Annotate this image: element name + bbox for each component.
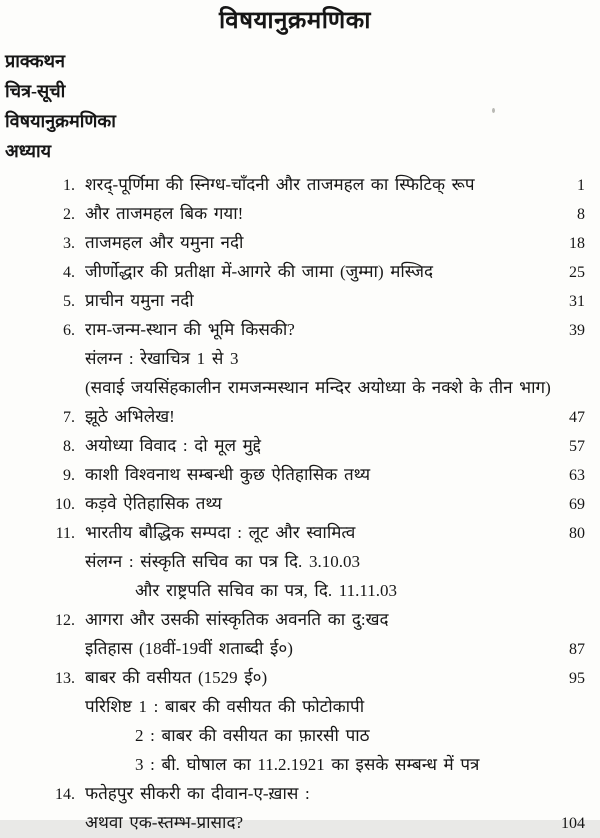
toc-entry-number: 13. (55, 670, 75, 687)
toc-entry-title: राम-जन्म-स्थान की भूमि किसकी? (85, 320, 295, 339)
front-matter-list (5, 46, 585, 166)
toc-entry-page: 25 (569, 264, 585, 281)
toc-entry-number: 10. (55, 496, 75, 513)
toc-entry (5, 489, 585, 518)
toc-entry (5, 344, 585, 373)
toc-entry-title: झूठे अभिलेख! (85, 407, 175, 426)
toc-entry-number: 12. (55, 612, 75, 629)
toc-entry (5, 170, 585, 199)
toc-entry-number: 5. (63, 293, 75, 310)
toc-entry (5, 721, 585, 750)
toc-entry-page: 57 (569, 438, 585, 455)
scan-speck-artifact (492, 108, 495, 113)
toc-entry (5, 576, 585, 605)
toc-entry-number: 6. (63, 322, 75, 339)
front-matter-item: अध्याय (5, 141, 52, 161)
toc-entry (5, 402, 585, 431)
front-matter-item: चित्र-सूची (5, 81, 66, 101)
toc-entry-page: 95 (569, 670, 585, 687)
toc-entry-page: 31 (569, 293, 585, 310)
toc-entry-title: संलग्न : रेखाचित्र 1 से 3 (85, 349, 239, 368)
toc-entry (5, 228, 585, 257)
toc-entry-title: कड़वे ऐतिहासिक तथ्य (85, 494, 222, 513)
toc-entry-page: 1 (577, 177, 585, 194)
toc-entry (5, 547, 585, 576)
toc-entry (5, 518, 585, 547)
toc-entry-number: 2. (63, 206, 75, 223)
toc-entry-title: बाबर की वसीयत (1529 ई०) (85, 668, 268, 687)
toc-entry-title: संलग्न : संस्कृति सचिव का पत्र दि. 3.10.03 (85, 552, 360, 571)
toc-entry-page: 104 (561, 815, 585, 832)
toc-entry-number: 9. (63, 467, 75, 484)
toc-entry-page: 80 (569, 525, 585, 542)
toc-entry-title: (सवाई जयसिंहकालीन रामजन्मस्थान मन्दिर अयोध्या के नक्शे के तीन भाग) (85, 378, 551, 397)
toc-entry-title: और ताजमहल बिक गया! (85, 204, 244, 223)
toc-entry-number: 1. (63, 177, 75, 194)
toc-entry (5, 605, 585, 634)
toc-entry-title: आगरा और उसकी सांस्कृतिक अवनति का दु:खद (85, 610, 389, 629)
toc-entry-page: 8 (577, 206, 585, 223)
toc-entry (5, 663, 585, 692)
toc-entry-title: परिशिष्ट 1 : बाबर की वसीयत की फोटोकापी (85, 697, 365, 716)
toc-entry (5, 460, 585, 489)
toc-entry-number: 4. (63, 264, 75, 281)
toc-entry-page: 69 (569, 496, 585, 513)
toc-entry (5, 750, 585, 779)
toc-entry-number: 11. (55, 525, 75, 542)
toc-entry-title: ताजमहल और यमुना नदी (85, 233, 244, 252)
front-matter-item: प्राक्कथन (5, 51, 66, 71)
toc-entry (5, 779, 585, 808)
toc-entry-number: 3. (63, 235, 75, 252)
toc-entry-title: 2 : बाबर की वसीयत का फ़ारसी पाठ (135, 726, 370, 745)
toc-entry (5, 199, 585, 228)
toc-entry-page: 63 (569, 467, 585, 484)
toc-entry (5, 286, 585, 315)
toc-entry-title: प्राचीन यमुना नदी (85, 291, 194, 310)
toc-entry (5, 431, 585, 460)
toc-entry-title: फतेहपुर सीकरी का दीवान-ए-ख़ास : (85, 784, 310, 803)
toc-entry-title: काशी विश्वनाथ सम्बन्धी कुछ ऐतिहासिक तथ्य (85, 465, 371, 484)
front-matter-item: विषयानुक्रमणिका (5, 111, 116, 131)
toc-entry-title: शरद्-पूर्णिमा की स्निग्ध-चाँदनी और ताजमहल का स्फिटिक् रूप (85, 175, 475, 194)
toc-entry-title: अथवा एक-स्तम्भ-प्रासाद? (85, 813, 244, 832)
toc-entry-page: 47 (569, 409, 585, 426)
toc-entry-page: 39 (569, 322, 585, 339)
toc-entry-page: 87 (569, 641, 585, 658)
toc-entry (5, 315, 585, 344)
page-title: विषयानुक्रमणिका (219, 8, 371, 34)
toc-entry-title: भारतीय बौद्धिक सम्पदा : लूट और स्वामित्व (85, 523, 356, 542)
toc-entry (5, 373, 585, 402)
toc-list (5, 170, 585, 837)
toc-entry-title: इतिहास (18वीं-19वीं शताब्दी ई०) (85, 639, 293, 658)
toc-entry (5, 692, 585, 721)
toc-entry-title: 3 : बी. घोषाल का 11.2.1921 का इसके सम्बन्ध में पत्र (135, 755, 480, 774)
toc-entry-title: और राष्ट्रपति सचिव का पत्र, दि. 11.11.03 (135, 581, 397, 600)
toc-entry (5, 634, 585, 663)
toc-entry-title: अयोध्या विवाद : दो मूल मुद्दे (85, 436, 262, 455)
toc-entry-number: 14. (55, 786, 75, 803)
toc-entry-number: 7. (63, 409, 75, 426)
toc-entry-page: 18 (569, 235, 585, 252)
toc-entry-title: जीर्णोद्धार की प्रतीक्षा में-आगरे की जामा (जुम्मा) मस्जिद (85, 262, 434, 281)
toc-entry (5, 257, 585, 286)
toc-entry (5, 808, 585, 837)
toc-entry-number: 8. (63, 438, 75, 455)
